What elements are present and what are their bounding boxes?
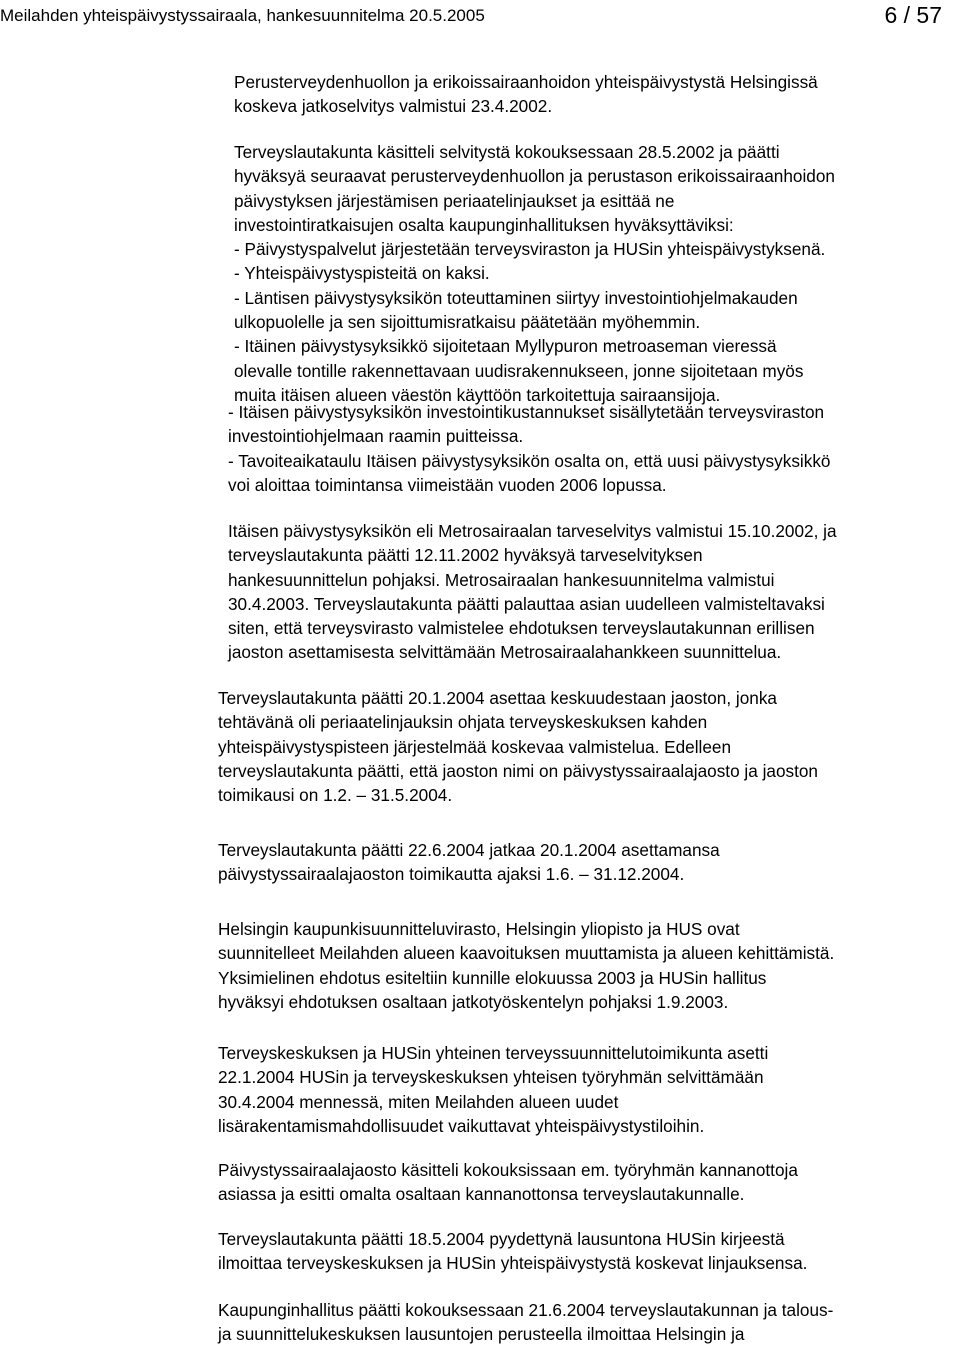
text-line: asiassa ja esitti omalta osaltaan kannanottonsa terveyslautakunnalle. — [218, 1184, 745, 1205]
text-line: olevalle tontille rakennettavaan uudisrakennukseen, jonne sijoitetaan myös — [234, 360, 804, 381]
paragraph-jaosto-jatko — [218, 838, 720, 887]
text-line: 30.4.2004 mennessä, miten Meilahden alueen uudet — [218, 1091, 619, 1112]
list-item: - Tavoiteaikataulu Itäisen päivystysyksikön osalta on, että uusi päivystysyksikkö — [228, 450, 831, 471]
text-line: tehtävänä oli periaatelinjauksin ohjata terveyskeskuksen kahden — [218, 712, 708, 733]
text-line: koskeva jatkoselvitys valmistui 23.4.2002. — [234, 96, 553, 117]
paragraph-investointikustannukset — [228, 400, 830, 497]
paragraph-tyoryhma — [218, 1041, 768, 1138]
text-line: investointiratkaisujen osalta kaupunginhallituksen hyväksyttäviksi: — [234, 214, 734, 235]
text-line: Terveyslautakunta käsitteli selvitystä kokouksessaan 28.5.2002 ja päätti — [234, 142, 780, 162]
list-item: - Yhteispäivystyspisteitä on kaksi. — [234, 263, 490, 284]
paragraph-kaupunginhallitus — [218, 1298, 833, 1347]
text-line: 30.4.2003. Terveyslautakunta päätti palauttaa asian uudelleen valmisteltavaksi — [228, 593, 825, 614]
text-line: toimikausi on 1.2. – 31.5.2004. — [218, 785, 453, 806]
text-line: Kaupunginhallitus päätti kokouksessaan 21.6.2004 terveyslautakunnan ja talous- — [218, 1300, 834, 1320]
text-line: 22.1.2004 HUSin ja terveyskeskuksen yhteisen työryhmän selvittämään — [218, 1067, 764, 1088]
text-line: Terveyslautakunta päätti 18.5.2004 pyydettynä lausuntona HUSin kirjeestä — [218, 1229, 785, 1249]
text-line: hankesuunnittelun pohjaksi. Metrosairaalan hankesuunnitelma valmistui — [228, 569, 775, 590]
page-number: 6 / 57 — [884, 2, 942, 28]
text-line: voi aloittaa toimintansa viimeistään vuoden 2006 lopussa. — [228, 474, 667, 495]
paragraph-jatkoselvitys — [234, 70, 818, 119]
paragraph-metrosairaala — [228, 519, 837, 665]
list-item: - Päivystyspalvelut järjestetään terveysviraston ja HUSin yhteispäivystyksenä. — [234, 239, 826, 260]
document-header-title: Meilahden yhteispäivystyssairaala, hankesuunnitelma 20.5.2005 — [0, 6, 485, 25]
text-line: terveyslautakunta päätti 12.11.2002 hyväksyä tarveselvityksen — [228, 545, 703, 566]
text-line: Yksimielinen ehdotus esiteltiin kunnille elokuussa 2003 ja HUSin hallitus — [218, 967, 767, 988]
paragraph-lausunto-18-5-2004 — [218, 1227, 807, 1276]
text-line: investointiohjelmaan raamin puitteissa. — [228, 426, 524, 447]
text-line: Terveyslautakunta päätti 22.6.2004 jatkaa 20.1.2004 asettamansa — [218, 840, 720, 860]
text-line: siten, että terveysvirasto valmistelee ehdotuksen terveyslautakunnan erillisen — [228, 618, 815, 639]
text-line: päivystyssairaalajaoston toimikautta ajaksi 1.6. – 31.12.2004. — [218, 864, 685, 885]
text-line: muita itäisen alueen väestön käyttöön tarkoitettuja sairaansijoja. — [234, 384, 721, 405]
text-line: Itäisen päivystysyksikön eli Metrosairaalan tarveselvitys valmistui 15.10.2002, ja — [228, 521, 837, 541]
text-line: ilmoittaa terveyskeskuksen ja HUSin yhteispäivystystä koskevat linjauksensa. — [218, 1253, 808, 1274]
text-line: hyväksyä seuraavat perusterveydenhuollon ja perustason erikoissairaanhoidon — [234, 166, 835, 187]
text-line: jaoston asettamisesta selvittämään Metrosairaalahankkeen suunnittelua. — [228, 642, 782, 663]
text-line: suunnitelleet Meilahden alueen kaavoituksen muuttamista ja alueen kehittämistä. — [218, 943, 835, 964]
list-item: - Läntisen päivystysyksikön toteuttaminen siirtyy investointiohjelmakauden — [234, 287, 798, 308]
text-line: päivystyksen järjestämisen periaatelinjaukset ja esittää ne — [234, 190, 675, 211]
text-line: Helsingin kaupunkisuunnitteluvirasto, Helsingin yliopisto ja HUS ovat — [218, 919, 740, 939]
text-line: terveyslautakunta päätti, että jaoston nimi on päivystyssairaalajaosto ja jaoston — [218, 760, 818, 781]
paragraph-kaavoitus — [218, 917, 834, 1014]
paragraph-jaosto-20-1-2004 — [218, 686, 818, 807]
list-item: - Itäisen päivystysyksikön investointikustannukset sisällytetään terveysviraston — [228, 402, 825, 422]
text-line: Päivystyssairaalajaosto käsitteli kokouksissaan em. työryhmän kannanottoja — [218, 1160, 798, 1180]
text-line: yhteispäivystyspisteen järjestelmää koskevaa valmistelua. Edelleen — [218, 736, 732, 757]
paragraph-kannanotot — [218, 1158, 798, 1207]
text-line: ja suunnittelukeskuksen lausuntojen perusteella ilmoittaa Helsingin ja — [218, 1324, 745, 1345]
text-line: lisärakentamismahdollisuudet vaikuttavat yhteispäivystystiloihin. — [218, 1115, 705, 1136]
text-line: Perusterveydenhuollon ja erikoissairaanhoidon yhteispäivystystä Helsingissä — [234, 72, 818, 92]
text-line: ulkopuolelle ja sen sijoittumisratkaisu päätetään myöhemmin. — [234, 312, 701, 333]
list-item: - Itäinen päivystysyksikkö sijoitetaan Myllypuron metroaseman vieressä — [234, 336, 777, 357]
text-line: Terveyslautakunta päätti 20.1.2004 asettaa keskuudestaan jaoston, jonka — [218, 688, 777, 708]
paragraph-terveyslautakunta-28-5-2002 — [234, 140, 835, 407]
text-line: Terveyskeskuksen ja HUSin yhteinen terveyssuunnittelutoimikunta asetti — [218, 1043, 769, 1063]
text-line: hyväksyi ehdotuksen osaltaan jatkotyöskentelyn pohjaksi 1.9.2003. — [218, 991, 729, 1012]
